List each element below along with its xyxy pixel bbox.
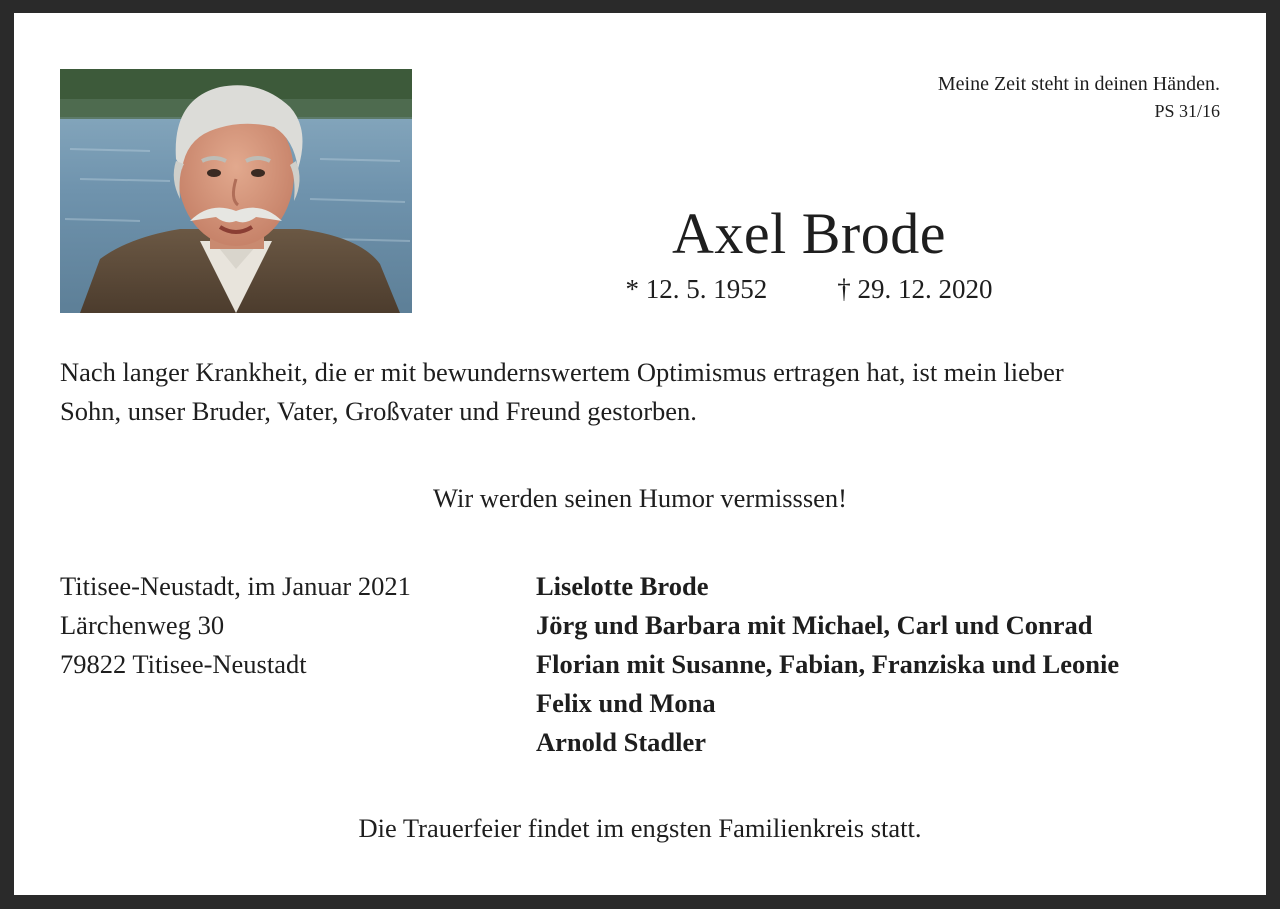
birth-date: * 12. 5. 1952 — [625, 274, 768, 304]
obituary-message — [60, 353, 1230, 431]
mourners-list — [536, 567, 1236, 762]
message-line-2: Sohn, unser Bruder, Vater, Großvater und Freund gestorben. — [60, 396, 697, 426]
portrait-illustration — [60, 69, 412, 313]
place-date: Titisee-Neustadt, im Januar 2021 — [60, 571, 411, 601]
deceased-name: Axel Brode — [672, 201, 946, 266]
funeral-notice: Die Trauerfeier findet im engsten Familienkreis statt. — [358, 813, 922, 843]
motto — [938, 69, 1220, 123]
address-block — [60, 567, 500, 684]
mourner-name: Jörg und Barbara mit Michael, Carl und Conrad — [536, 610, 1093, 640]
life-dates — [494, 271, 1124, 307]
death-date: † 29. 12. 2020 — [837, 274, 993, 304]
mourner-name: Arnold Stadler — [536, 727, 707, 757]
motto-reference: PS 31/16 — [1154, 101, 1220, 121]
mourner-name: Felix und Mona — [536, 688, 716, 718]
portrait-photo — [60, 69, 412, 313]
mourner-name: Florian mit Susanne, Fabian, Franziska und Leonie — [536, 649, 1120, 679]
mourner-name: Liselotte Brode — [536, 571, 709, 601]
obituary-card — [14, 13, 1266, 895]
street-address: Lärchenweg 30 — [60, 610, 225, 640]
city-address: 79822 Titisee-Neustadt — [60, 649, 307, 679]
motto-quote: Meine Zeit steht in deinen Händen. — [937, 73, 1220, 95]
humor-line: Wir werden seinen Humor vermisssen! — [433, 483, 847, 513]
message-line-1: Nach langer Krankheit, die er mit bewundernswertem Optimismus ertragen hat, ist mein lieber — [60, 357, 1064, 387]
